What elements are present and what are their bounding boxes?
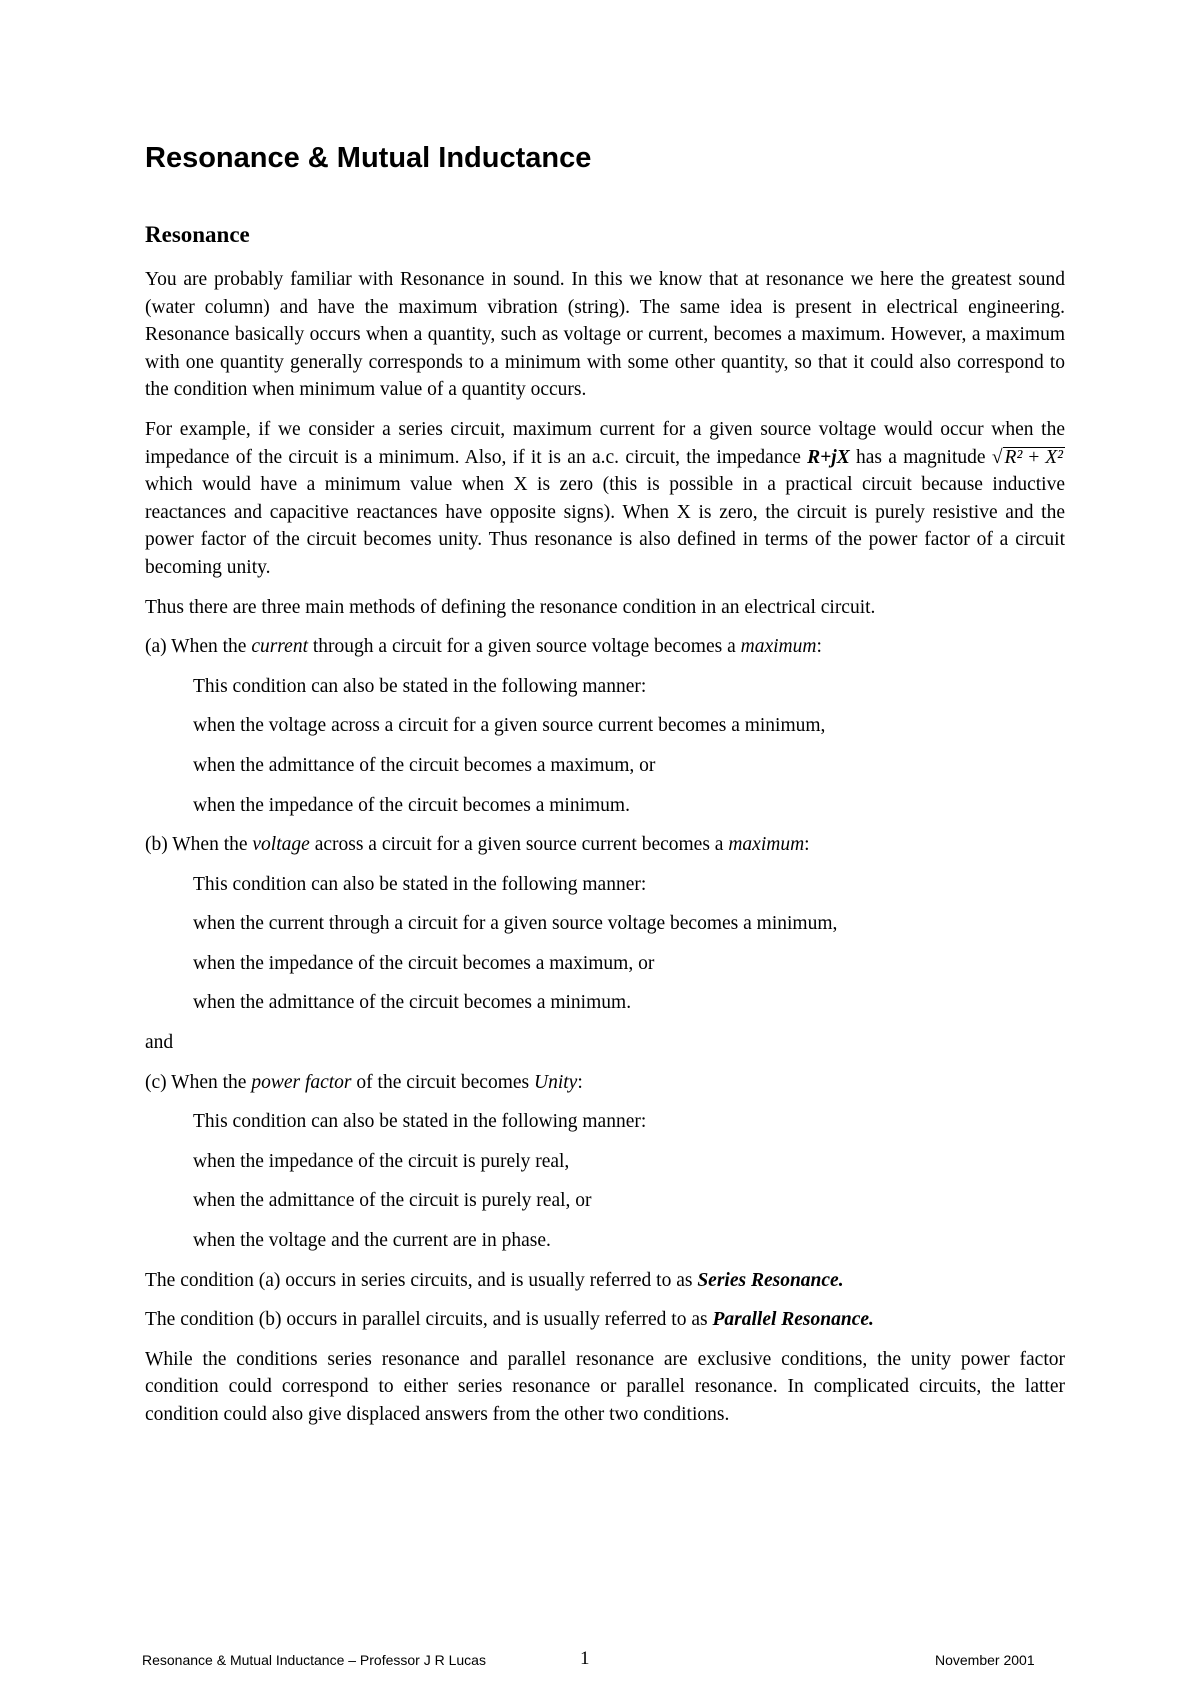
footer-date: November 2001 [935, 1652, 1035, 1668]
parallel-resonance-text: The condition (b) occurs in parallel circuits, and is usually referred to as Parallel Resonance. [145, 1309, 874, 1331]
section-heading: Resonance [145, 222, 250, 247]
page-number: 1 [580, 1648, 590, 1669]
and-text: and [145, 1032, 174, 1054]
text: For example, if we consider a series circuit, maximum current for a given source voltage would occur when the impedance of the circuit is a minimum. Also, if it is an a.c. circuit, the impedance [145, 418, 1065, 468]
footer-left: Resonance & Mutual Inductance – Professor J R Lucas [142, 1652, 486, 1668]
list-item: when the voltage across a circuit for a given source current becomes a minimum, [193, 715, 826, 737]
list-item: when the voltage and the current are in phase. [193, 1230, 551, 1252]
paragraph: While the conditions series resonance and parallel resonance are exclusive conditions, the unity power factor condition could correspond to either series resonance or parallel resonance. In complicated circuits, the latter condition could also give displaced answers from the other two conditions. [145, 1348, 1065, 1425]
condition-c: (c) When the power factor of the circuit becomes Unity: [145, 1071, 583, 1093]
document-body [145, 266, 1065, 1441]
list-item: when the admittance of the circuit becomes a minimum. [193, 992, 632, 1014]
list-item: when the impedance of the circuit is purely real, [193, 1150, 570, 1172]
condition-b: (b) When the voltage across a circuit for a given source current becomes a maximum: [145, 834, 810, 856]
list-item: This condition can also be stated in the following manner: [193, 873, 647, 895]
page-title: Resonance & Mutual Inductance [145, 142, 592, 174]
list-item: when the impedance of the circuit becomes a maximum, or [193, 952, 655, 974]
list-item: This condition can also be stated in the following manner: [193, 1111, 647, 1133]
paragraph: Thus there are three main methods of defining the resonance condition in an electrical circuit. [145, 596, 876, 618]
list-item: when the admittance of the circuit becomes a maximum, or [193, 754, 656, 776]
formula: R+jX [807, 446, 850, 468]
formula-sqrt: R² + X² [1004, 446, 1063, 468]
series-resonance-text: The condition (a) occurs in series circuits, and is usually referred to as Series Resonance. [145, 1269, 844, 1291]
paragraph: For example, if we consider a series circuit, maximum current for a given source voltage would occur when the impedance of the circuit is a minimum. Also, if it is an a.c. circuit, the impedance R+jX has a magnitude √ R² + X² which would have a minimum value when X is zero (this is possible in a practical circuit because inductive reactances and capacitive reactances have opposite signs). When X is zero, the circuit is purely resistive and the power factor of the circuit becomes unity. Thus resonance is also defined in terms of the power factor of a circuit becoming unity. [145, 418, 1065, 578]
paragraph: You are probably familiar with Resonance in sound. In this we know that at resonance we here the greatest sound (water column) and have the maximum vibration (string). The same idea is present in electrical engineering. Resonance basically occurs when a quantity, such as voltage or current, becomes a maximum. However, a maximum with one quantity generally corresponds to a minimum with some other quantity, so that it could also correspond to the condition when minimum value of a quantity occurs. [145, 269, 1065, 401]
list-item: when the admittance of the circuit is purely real, or [193, 1190, 592, 1212]
list-item: This condition can also be stated in the following manner: [193, 675, 647, 697]
text: has a magnitude [849, 446, 992, 468]
condition-a: (a) When the current through a circuit for a given source voltage becomes a maximum: [145, 636, 822, 658]
text: which would have a minimum value when X is zero (this is possible in a practical circuit because inductive reactances and capacitive reactances have opposite signs). When X is zero, the circuit is purely resistive and the power factor of the circuit becomes unity. Thus resonance is also defined in terms of the power factor of a circuit becoming unity. [145, 474, 1065, 578]
list-item: when the impedance of the circuit becomes a minimum. [193, 794, 630, 816]
list-item: when the current through a circuit for a given source voltage becomes a minimum, [193, 913, 838, 935]
